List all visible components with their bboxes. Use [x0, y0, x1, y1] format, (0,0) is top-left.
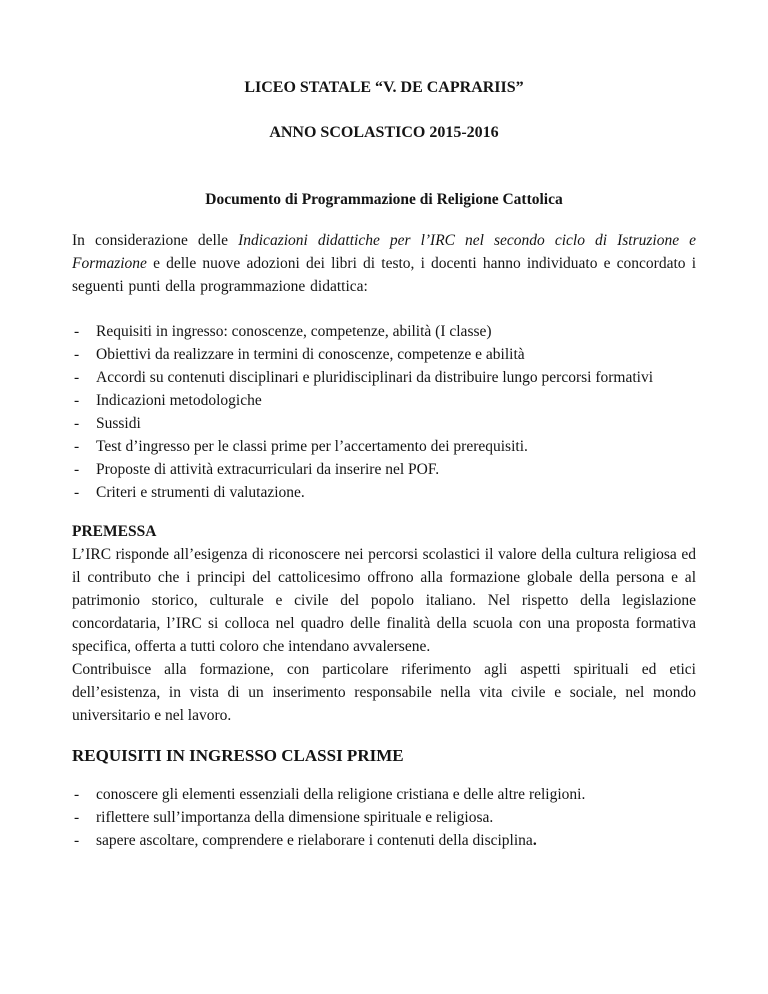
list-item-text: conoscere gli elementi essenziali della religione cristiana e delle altre religioni. — [96, 786, 586, 803]
list-item-text: Requisiti in ingresso: conoscenze, competenze, abilità (I classe) — [96, 323, 492, 340]
list-item — [72, 320, 696, 343]
doc-heading: Documento di Programmazione di Religione Cattolica — [205, 191, 563, 208]
dash-marker: - — [74, 832, 80, 849]
list-item — [72, 829, 696, 852]
intro-text-1: In considerazione delle — [72, 232, 239, 249]
intro-text-2: e delle nuove adozioni dei libri di testo, i docenti hanno individuato e concordato i seguenti punti della programmazione didattica: — [72, 255, 696, 295]
list-item-text: Sussidi — [96, 415, 141, 432]
list-item-text: riflettere sull’importanza della dimensione spirituale e religiosa. — [96, 809, 494, 826]
dash-marker: - — [74, 392, 80, 409]
school-title: LICEO STATALE “V. DE CAPRARIIS” — [244, 79, 524, 96]
bold-period: . — [532, 832, 537, 849]
dash-marker: - — [74, 369, 80, 386]
dash-marker: - — [74, 323, 80, 340]
list-item-text: Test d’ingresso per le classi prime per l’accertamento dei prerequisiti. — [96, 438, 528, 455]
requisiti-heading: REQUISITI IN INGRESSO CLASSI PRIME — [72, 746, 404, 765]
list-item-text: Proposte di attività extracurriculari da inserire nel POF. — [96, 461, 440, 478]
list-item-text: Criteri e strumenti di valutazione. — [96, 484, 305, 501]
list-item — [72, 435, 696, 458]
list-item — [72, 783, 696, 806]
dash-marker: - — [74, 438, 80, 455]
list-item-text: Obiettivi da realizzare in termini di conoscenze, competenze e abilità — [96, 346, 525, 363]
programmazione-points-list — [72, 320, 696, 504]
dash-marker: - — [74, 484, 80, 501]
list-item — [72, 412, 696, 435]
dash-marker: - — [74, 809, 80, 826]
list-item — [72, 389, 696, 412]
school-year: ANNO SCOLASTICO 2015-2016 — [269, 124, 499, 141]
dash-marker: - — [74, 346, 80, 363]
requisiti-list — [72, 783, 696, 852]
dash-marker: - — [74, 461, 80, 478]
intro-paragraph — [72, 229, 696, 298]
list-item — [72, 806, 696, 829]
dash-marker: - — [74, 415, 80, 432]
list-item-text: Accordi su contenuti disciplinari e pluridisciplinari da distribuire lungo percorsi formativi — [96, 369, 654, 386]
premessa-paragraph-2: Contribuisce alla formazione, con particolare riferimento agli aspetti spirituali ed etici dell’esistenza, in vista di un inserimento responsabile nella vita civile e sociale, nel mondo universitario e nel lavoro. — [72, 661, 696, 724]
dash-marker: - — [74, 786, 80, 803]
list-item — [72, 343, 696, 366]
list-item — [72, 481, 696, 504]
list-item-text: sapere ascoltare, comprendere e rielaborare i contenuti della disciplina — [96, 832, 533, 849]
list-item — [72, 458, 696, 481]
list-item — [72, 366, 696, 389]
premessa-heading: PREMESSA — [72, 523, 157, 540]
list-item-text: Indicazioni metodologiche — [96, 392, 262, 409]
intro-italic-title: Indicazioni didattiche per l’IRC nel secondo ciclo di Istruzione e Formazione — [72, 232, 696, 272]
premessa-paragraph-1: L’IRC risponde all’esigenza di riconoscere nei percorsi scolastici il valore della cultura religiosa ed il contributo che i principi del cattolicesimo offrono alla formazione globale della persona e al patrimonio storico, culturale e civile del popolo italiano. Nel rispetto della legislazione concordataria, l’IRC si colloca nel quadro delle finalità della scuola con una proposta formativa specifica, offerta a tutti coloro che intendano avvalersene. — [72, 546, 696, 655]
